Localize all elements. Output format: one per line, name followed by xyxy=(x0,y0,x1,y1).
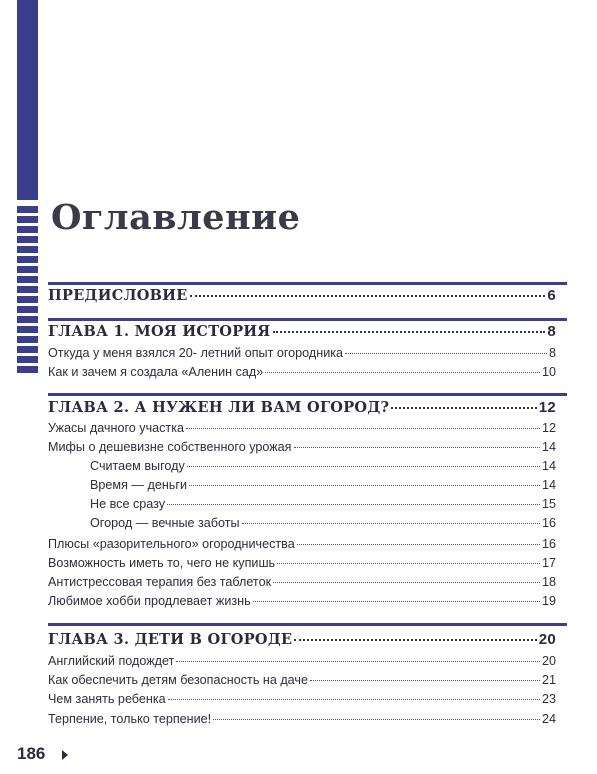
dot-leader xyxy=(345,353,547,354)
toc-entry xyxy=(48,537,556,551)
page-arrow-icon xyxy=(62,750,68,760)
toc-entry-page: 20 xyxy=(541,654,556,668)
toc-entry xyxy=(48,594,556,608)
toc-preface-page: 6 xyxy=(547,287,556,304)
page-title: Оглавление xyxy=(51,197,301,238)
toc-entry-title: Ужасы дачного участка xyxy=(48,421,184,435)
toc-entry-title: Считаем выгоду xyxy=(90,459,185,473)
chapter-title: ГЛАВА 2. А НУЖЕН ЛИ ВАМ ОГОРОД? xyxy=(48,399,390,416)
toc-entry xyxy=(90,459,556,473)
toc-entry-title: Любимое хобби продлевает жизнь xyxy=(48,594,251,608)
toc-entry xyxy=(48,673,556,687)
dot-leader xyxy=(168,699,540,700)
chapter-page: 20 xyxy=(538,631,556,648)
toc-chapter xyxy=(48,631,556,648)
dot-leader xyxy=(190,295,546,297)
stripe xyxy=(17,316,38,323)
stripe xyxy=(17,206,38,213)
toc-entry-page: 14 xyxy=(541,478,556,492)
toc-entry xyxy=(48,654,556,668)
stripe xyxy=(17,266,38,273)
dot-leader xyxy=(294,639,536,641)
stripe-block xyxy=(17,0,38,200)
toc-entry-page: 14 xyxy=(541,440,556,454)
section-divider xyxy=(48,282,567,285)
stripe xyxy=(17,256,38,263)
section-divider xyxy=(48,623,567,626)
toc-entry-page: 12 xyxy=(541,421,556,435)
toc-entry xyxy=(90,516,556,530)
toc-preface xyxy=(48,287,556,304)
toc-entry-title: Терпение, только терпение! xyxy=(48,712,212,726)
stripe xyxy=(17,366,38,373)
chapter-page: 8 xyxy=(547,323,556,340)
dot-leader xyxy=(277,563,540,564)
stripe xyxy=(17,216,38,223)
toc-entry-page: 21 xyxy=(541,673,556,687)
dot-leader xyxy=(273,582,540,583)
stripe xyxy=(17,346,38,353)
dot-leader xyxy=(391,407,536,409)
stripe xyxy=(17,246,38,253)
decorative-stripes xyxy=(17,0,38,774)
toc-entry-title: Мифы о дешевизне собственного урожая xyxy=(48,440,292,454)
toc-chapter xyxy=(48,323,556,340)
toc-entry-title: Огород — вечные заботы xyxy=(90,516,240,530)
stripe xyxy=(17,306,38,313)
dot-leader xyxy=(265,372,540,373)
toc-entry-page: 19 xyxy=(541,594,556,608)
toc-entry-title: Плюсы «разорительного» огородничества xyxy=(48,537,295,551)
toc-entry-title: Как обеспечить детям безопасность на даче xyxy=(48,673,308,687)
section-divider xyxy=(48,393,567,396)
toc-entry xyxy=(48,421,556,435)
toc-entry-title: Как и зачем я создала «Аленин сад» xyxy=(48,365,264,379)
toc-entry-page: 16 xyxy=(541,516,556,530)
stripe xyxy=(17,296,38,303)
toc-entry-page: 16 xyxy=(541,537,556,551)
toc-entry xyxy=(48,346,556,360)
toc-entry-title: Возможность иметь то, чего не купишь xyxy=(48,556,276,570)
stripe xyxy=(17,236,38,243)
toc-entry xyxy=(48,712,556,726)
dot-leader xyxy=(294,447,540,448)
toc-entry xyxy=(48,440,556,454)
stripe xyxy=(17,336,38,343)
stripe xyxy=(17,326,38,333)
chapter-title: ГЛАВА 1. МОЯ ИСТОРИЯ xyxy=(48,323,271,340)
stripe xyxy=(17,286,38,293)
dot-leader xyxy=(189,485,540,486)
toc-entry-page: 18 xyxy=(541,575,556,589)
toc-entry-title: Антистрессовая терапия без таблеток xyxy=(48,575,272,589)
toc-entry-page: 23 xyxy=(541,692,556,706)
dot-leader xyxy=(297,544,540,545)
stripe xyxy=(17,226,38,233)
dot-leader xyxy=(187,466,540,467)
toc-entry-title: Время — деньги xyxy=(90,478,187,492)
toc-entry xyxy=(48,556,556,570)
page-number: 186 xyxy=(17,744,46,763)
toc-entry-page: 10 xyxy=(541,365,556,379)
toc-entry xyxy=(48,365,556,379)
toc-entry-page: 15 xyxy=(541,497,556,511)
dot-leader xyxy=(176,661,540,662)
toc-entry-title: Английский подождет xyxy=(48,654,175,668)
chapter-page: 12 xyxy=(538,399,556,416)
dot-leader xyxy=(213,719,540,720)
toc-entry-page: 17 xyxy=(541,556,556,570)
stripe xyxy=(17,356,38,363)
dot-leader xyxy=(253,601,540,602)
toc-entry-title: Не все сразу xyxy=(90,497,166,511)
stripe xyxy=(17,276,38,283)
toc-entry xyxy=(48,692,556,706)
toc-entry xyxy=(48,575,556,589)
toc-entry-page: 14 xyxy=(541,459,556,473)
toc-preface-title: ПРЕДИСЛОВИЕ xyxy=(48,287,188,304)
toc-chapter xyxy=(48,399,556,416)
toc-entry xyxy=(90,478,556,492)
toc-entry-page: 8 xyxy=(548,346,556,360)
chapter-title: ГЛАВА 3. ДЕТИ В ОГОРОДЕ xyxy=(48,631,293,648)
dot-leader xyxy=(186,428,540,429)
dot-leader xyxy=(273,331,546,333)
dot-leader xyxy=(242,523,540,524)
toc-entry-page: 24 xyxy=(541,712,556,726)
section-divider xyxy=(48,318,567,321)
toc-entry-title: Откуда у меня взялся 20- летний опыт огородника xyxy=(48,346,344,360)
toc-entry xyxy=(90,497,556,511)
toc-entry-title: Чем занять ребенка xyxy=(48,692,166,706)
dot-leader xyxy=(167,504,540,505)
dot-leader xyxy=(310,680,540,681)
